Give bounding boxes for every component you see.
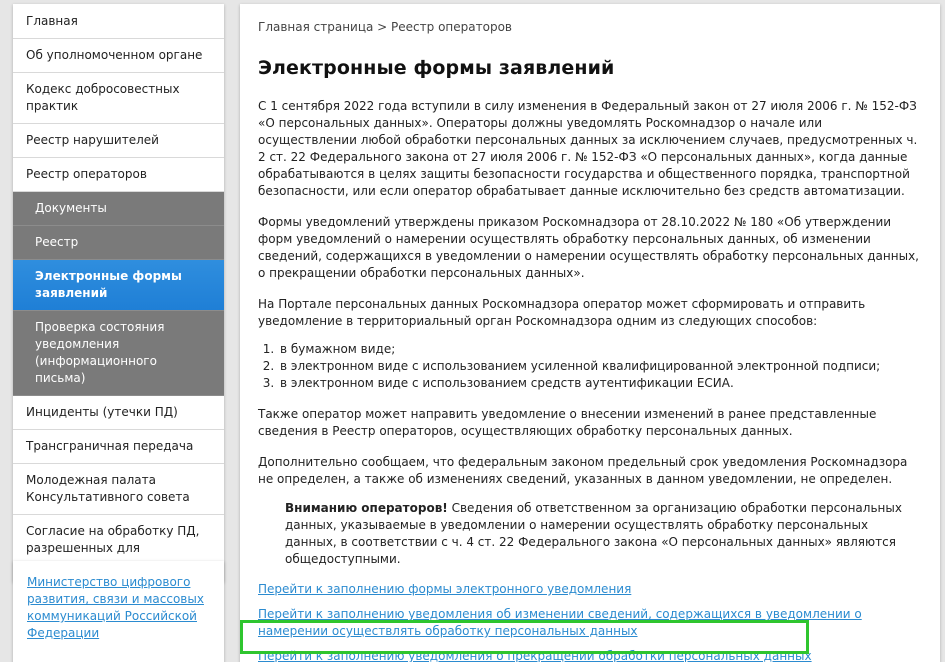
ministry-box (13, 561, 224, 662)
sidebar-subitem-documents[interactable]: Документы (13, 192, 224, 226)
sidebar-item-authority[interactable]: Об уполномоченном органе (13, 39, 224, 73)
page-title: Электронные формы заявлений (258, 57, 615, 79)
sidebar-item-incidents[interactable]: Инциденты (утечки ПД) (13, 396, 224, 430)
link-termination-notification-form[interactable]: Перейти к заполнению уведомления о прекращении обработки персональных данных (258, 649, 812, 662)
sidebar-item-operators-registry[interactable]: Реестр операторов (13, 158, 224, 192)
notice-text: Сведения об ответственном за организацию обработки персональных данных, указываемые в уведомлении о намерении осуществлять обработку персональных данных, в соответствии с ч. 4 ст. 22 Федерального закона «О персональных данных» являются общедоступными. (285, 501, 902, 566)
breadcrumb-text[interactable]: Главная страница > Реестр операторов (258, 20, 512, 34)
sidebar-subitem-notification-status[interactable]: Проверка состояния уведомления (информационного письма) (13, 311, 224, 396)
operators-notice (285, 500, 922, 568)
list-item: 3. в электронном виде с использованием средств аутентификации ЕСИА. (278, 375, 922, 392)
notice-heading: Вниманию операторов! (285, 501, 448, 515)
submission-methods-paragraph: На Портале персональных данных Роскомнадзора оператор может сформировать и отправить уведомление в территориальный орган Роскомнадзора одним из следующих способов: (258, 297, 866, 328)
breadcrumb (258, 19, 922, 36)
list-item: 1. в бумажном виде; (278, 341, 922, 358)
sidebar-item-violators-registry[interactable]: Реестр нарушителей (13, 124, 224, 158)
sidebar-nav (13, 4, 224, 582)
sidebar-subitem-registry[interactable]: Реестр (13, 226, 224, 260)
sidebar-item-youth-chamber[interactable]: Молодежная палата Консультативного совета (13, 464, 224, 515)
sidebar-item-consent[interactable]: Согласие на обработку ПД, разрешенных для (26, 524, 200, 555)
intro-paragraph: С 1 сентября 2022 года вступили в силу изменения в Федеральный закон от 27 июля 2006 г. № 152-ФЗ «О персональных данных». Операторы должны уведомлять Роскомнадзор о начале или осуществлении любой обработки персональных данных за исключением случаев, предусмотренных ч. 2 ст. 22 Федерального закона от 27 июля 2006 г. № 152-ФЗ «О персональных данных», когда данные обрабатываются в целях защиты безопасности государства и общественного порядка, транспортной безопасности, или если оператор обрабатывает данные исключительно без средств автоматизации. (258, 99, 918, 198)
submission-methods-list (278, 341, 922, 392)
list-item: 2. в электронном виде с использованием усиленной квалифицированной электронной подписи; (278, 358, 922, 375)
main-content (240, 4, 940, 662)
link-electronic-notification-form[interactable]: Перейти к заполнению формы электронного уведомления (258, 582, 632, 596)
deadline-paragraph: Дополнительно сообщаем, что федеральным законом предельный срок уведомления Роскомнадзора не определен, а также об изменениях сведений, указанных в данном уведомлении, не определен. (258, 455, 908, 486)
form-links (258, 581, 922, 662)
forms-approval-paragraph: Формы уведомлений утверждены приказом Роскомнадзора от 28.10.2022 № 180 «Об утверждении форм уведомлений о намерении осуществлять обработку персональных данных, об изменении сведений, содержащихся в уведомлении о намерении осуществлять обработку персональных данных, о прекращении обработки персональных данных». (258, 215, 919, 280)
ministry-link[interactable]: Министерство цифрового развития, связи и массовых коммуникаций Российской Федерации (27, 575, 204, 640)
sidebar-subitem-electronic-forms[interactable]: Электронные формы заявлений (13, 260, 224, 311)
changes-paragraph: Также оператор может направить уведомление о внесении изменений в ранее представленные сведения в Реестр операторов, осуществляющих обработку персональных данных. (258, 407, 877, 438)
sidebar-item-code-of-practice[interactable]: Кодекс добросовестных практик (13, 73, 224, 124)
sidebar-item-home[interactable]: Главная (13, 4, 224, 39)
link-change-notification-form[interactable]: Перейти к заполнению уведомления об изменении сведений, содержащихся в уведомлении о намерении осуществлять обработку персональных данных (258, 607, 862, 638)
sidebar-item-cross-border[interactable]: Трансграничная передача (13, 430, 224, 464)
